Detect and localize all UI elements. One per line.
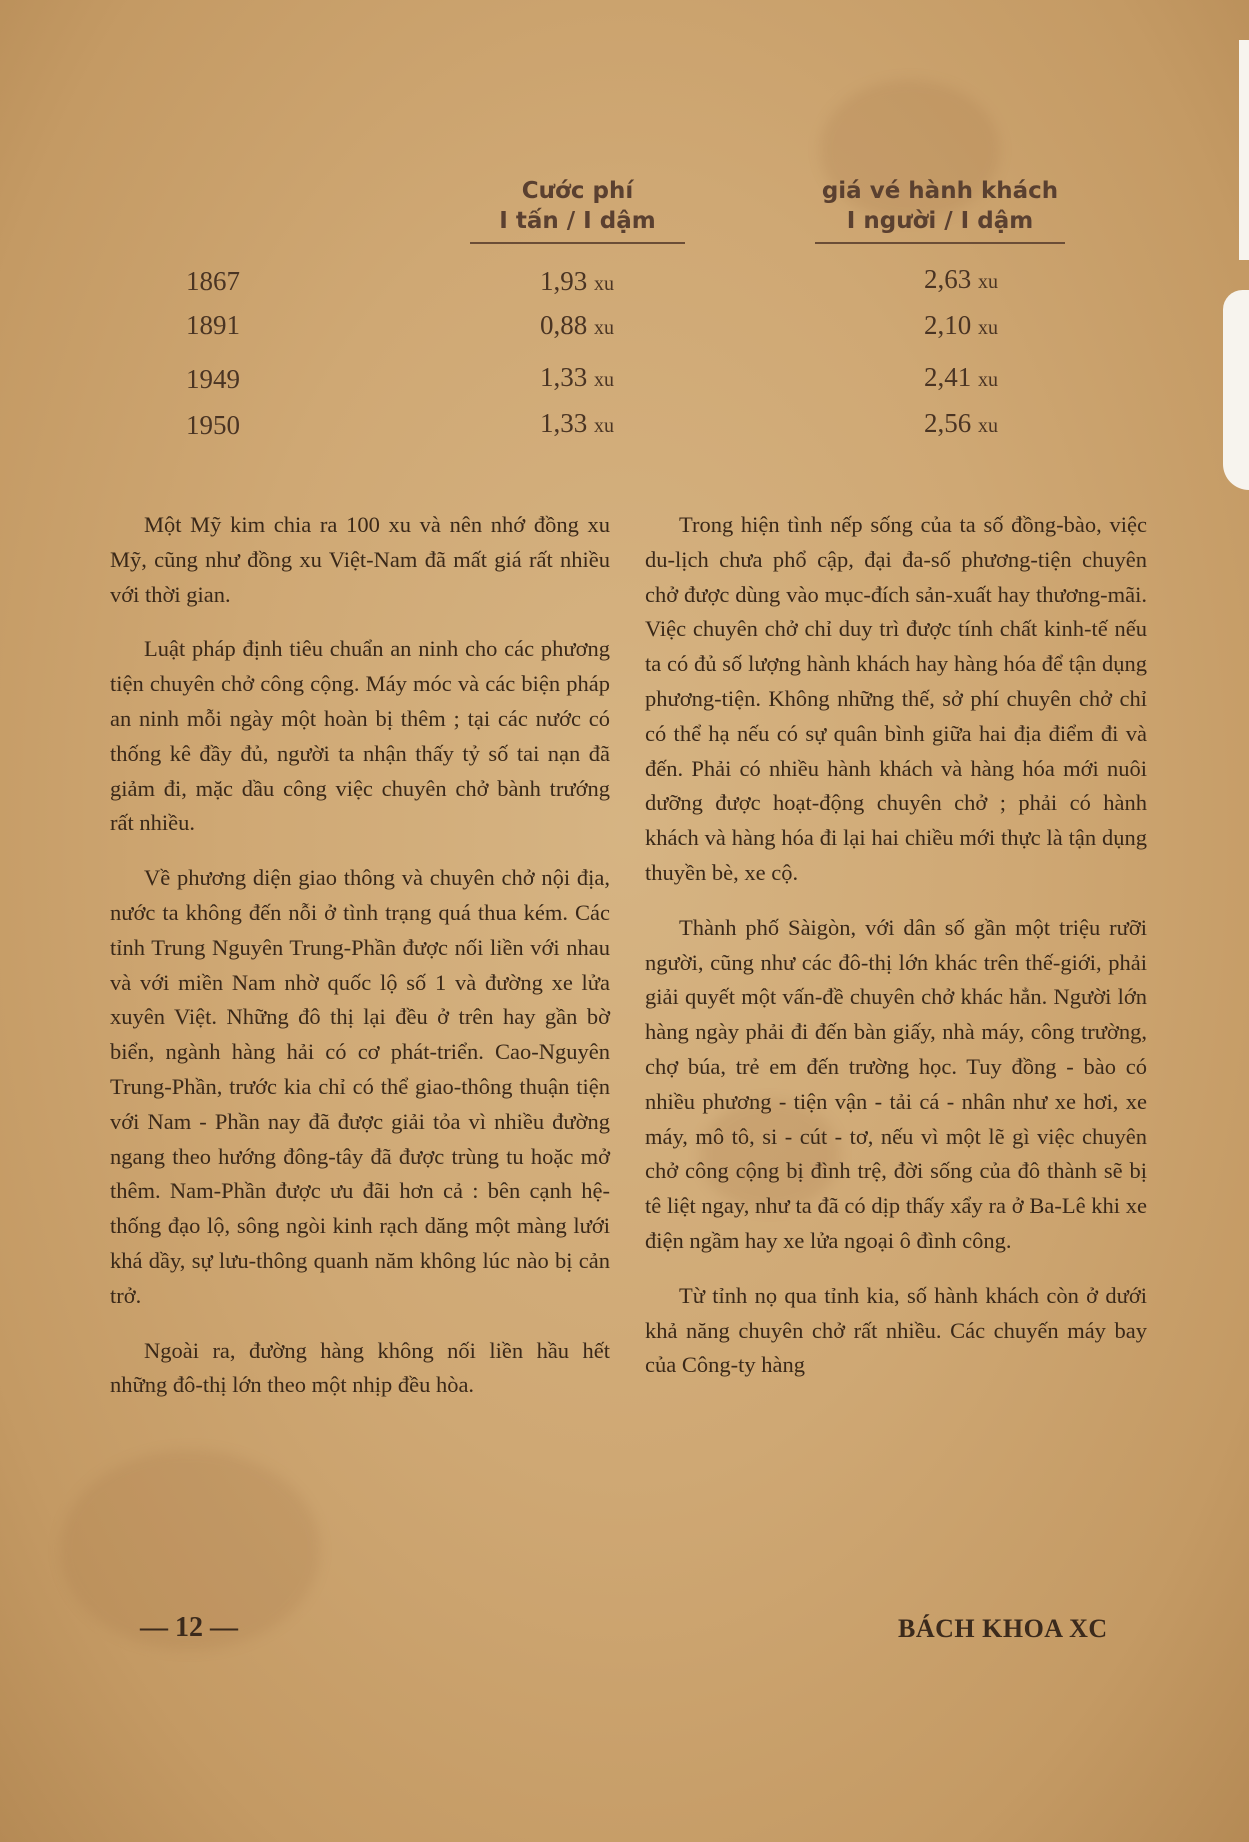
freight-value: 1,33 — [540, 362, 588, 392]
right-column — [645, 508, 1147, 1403]
freight-cell — [540, 362, 614, 393]
header-rule — [470, 242, 685, 244]
freight-header-line2: I tấn / I dậm — [499, 208, 656, 234]
paragraph: Từ tỉnh nọ qua tỉnh kia, số hành khách còn ở dưới khả năng chuyên chở rất nhiều. Các chuyến máy bay của Công-ty hàng — [645, 1282, 1147, 1378]
unit: xu — [594, 369, 614, 391]
paragraph: Về phương diện giao thông và chuyên chở nội địa, nước ta không đến nỗi ở tình trạng quá thua kém. Các tỉnh Trung Nguyên Trung-Phần được nối liền với nhau và với miền Nam nhờ quốc lộ số 1 và đường xe lửa xuyên Việt. Những đô thị lại đều ở trên hay gần bờ biển, ngành hàng hải có cơ phát-triển. Cao-Nguyên Trung-Phần, trước kia chỉ có thể giao-thông thuận tiện với Nam - Phần nay đã được giải tỏa vì nhiều đường ngang theo hướng đông-tây đã được trùng tu hoặc mở thêm. Nam-Phần được ưu đãi hơn cả : bên cạnh hệ-thống đạo lộ, sông ngòi kinh rạch dăng một màng lưới khá dầy, sự lưu-thông quanh năm không lúc nào bị cản trở. — [110, 865, 610, 1308]
unit: xu — [594, 415, 614, 437]
fare-cell — [924, 310, 998, 341]
fare-header — [815, 176, 1065, 244]
fare-value: 2,10 — [924, 310, 972, 340]
paragraph: Ngoài ra, đường hàng không nối liền hầu hết những đô-thị lớn theo một nhịp đều hòa. — [110, 1337, 610, 1398]
page-number: — 12 — — [140, 1612, 238, 1643]
year-cell: 1867 — [186, 266, 240, 296]
freight-header — [470, 176, 685, 244]
unit: xu — [978, 415, 998, 437]
unit: xu — [978, 271, 998, 293]
paragraph: Luật pháp định tiêu chuẩn an ninh cho các phương tiện chuyên chở công cộng. Máy móc và các biện pháp an ninh mỗi ngày một hoàn bị thêm ; tại các nước có thống kê đầy đủ, người ta nhận thấy tỷ số tai nạn đã giảm đi, mặc dầu công việc chuyên chở bành trướng rất nhiều. — [110, 636, 610, 836]
paragraph: Trong hiện tình nếp sống của ta số đồng-bào, việc du-lịch chưa phổ cập, đại đa-số phương-tiện chuyên chở được dùng vào mục-đích sản-xuất hay thương-mãi. Việc chuyên chở chỉ duy trì được tính chất kinh-tế nếu ta có đủ số lượng hành khách hay hàng hóa để tận dụng phương-tiện. Không những thế, sở phí chuyên chở chỉ có thể hạ nếu có sự quân bình giữa hai địa điểm đi và đến. Phải có nhiều hành khách và hàng hóa mới nuôi dưỡng được hoạt-động chuyên chở ; phải có hành khách và hàng hóa đi lại hai chiều mới thực là tận dụng thuyền bè, xe cộ. — [645, 512, 1147, 885]
unit: xu — [594, 273, 614, 295]
paragraph: Một Mỹ kim chia ra 100 xu và nên nhớ đồng xu Mỹ, cũng như đồng xu Việt-Nam đã mất giá rất nhiều với thời gian. — [110, 512, 610, 607]
year-cell: 1950 — [186, 410, 240, 440]
unit: xu — [594, 317, 614, 339]
freight-value: 0,88 — [540, 310, 588, 340]
magazine-title: BÁCH KHOA XC — [898, 1614, 1108, 1643]
year-cell: 1949 — [186, 364, 240, 394]
fare-cell — [924, 408, 998, 439]
fare-cell — [924, 264, 998, 295]
freight-cell — [540, 266, 614, 297]
fare-header-line2: I người / I dậm — [846, 208, 1034, 234]
paragraph: Thành phố Sàigòn, với dân số gần một triệu rưỡi người, cũng như các đô-thị lớn khác trên thế-giới, phải giải quyết một vấn-đề chuyên chở khác hẳn. Người lớn hàng ngày phải đi đến bàn giấy, nhà máy, công trường, chợ búa, trẻ em đến trường học. Tuy đồng - bào có nhiều phương - tiện vận - tải cá - nhân như xe hơi, xe máy, mô tô, si - cút - tơ, nếu vì một lẽ gì việc chuyên chở công cộng bị đình trệ, đời sống của đô thành sẽ bị tê liệt ngay, như ta đã có dịp thấy xẩy ra ở Ba-Lê khi xe điện ngầm hay xe lửa ngoại ô đình công. — [645, 914, 1147, 1253]
header-rule — [815, 242, 1065, 244]
fare-value: 2,63 — [924, 264, 972, 294]
torn-edge — [1223, 290, 1249, 490]
freight-value: 1,93 — [540, 266, 588, 296]
year-cell: 1891 — [186, 310, 240, 340]
fare-header-line1: giá vé hành khách — [821, 178, 1059, 204]
freight-header-line1: Cước phí — [521, 178, 634, 204]
fare-value: 2,56 — [924, 408, 972, 438]
unit: xu — [978, 369, 998, 391]
unit: xu — [978, 317, 998, 339]
fare-value: 2,41 — [924, 362, 972, 392]
fare-cell — [924, 362, 998, 393]
freight-cell — [540, 408, 614, 439]
freight-cell — [540, 310, 614, 341]
left-column — [110, 508, 610, 1423]
freight-value: 1,33 — [540, 408, 588, 438]
